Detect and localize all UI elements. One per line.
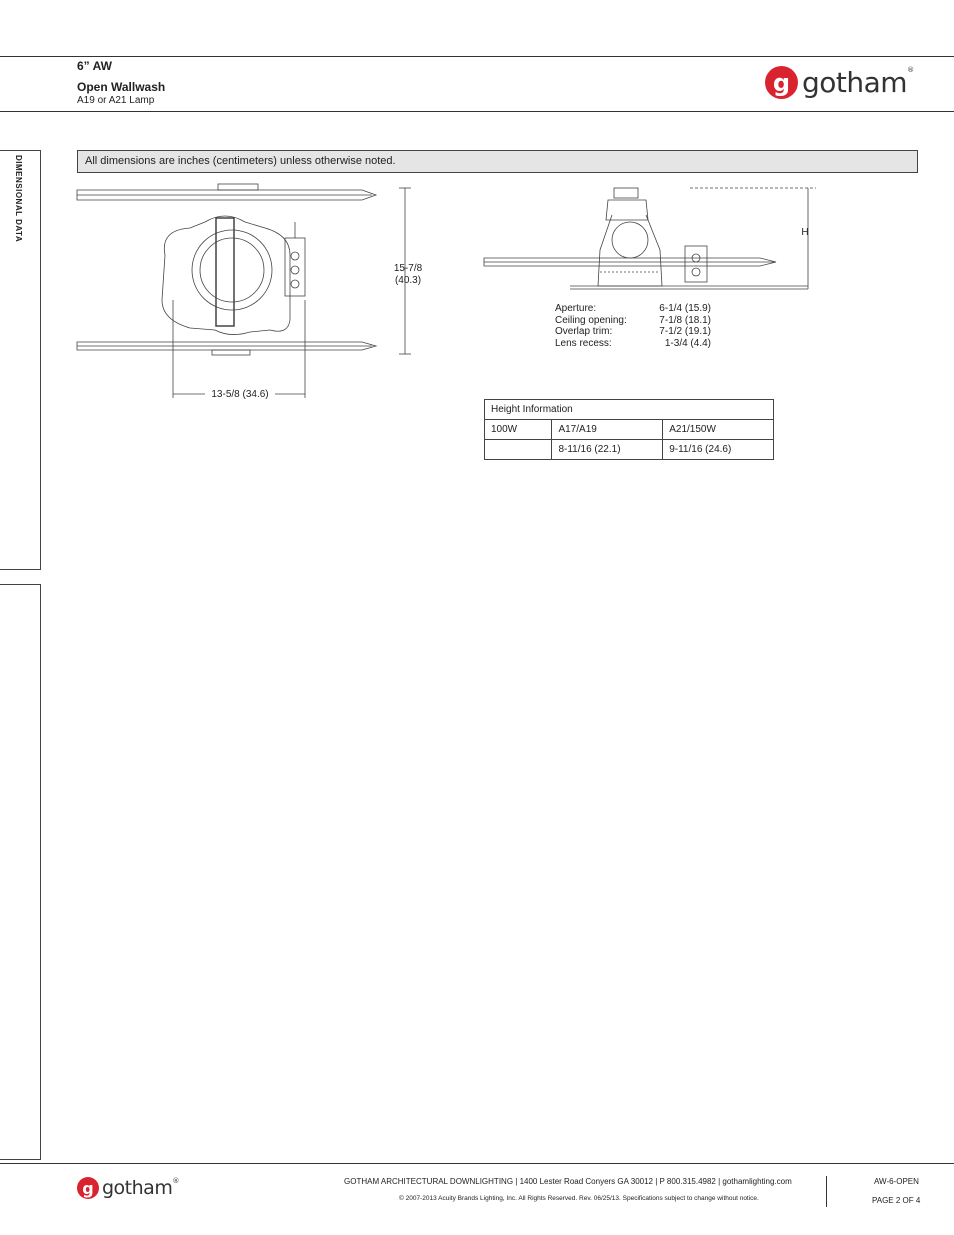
- plan-view-drawing: [77, 184, 411, 398]
- company-info: GOTHAM ARCHITECTURAL DOWNLIGHTING | 1400 Lester Road Conyers GA 30012 | P 800.315.4982 | gothamlighting.com: [344, 1177, 792, 1186]
- plan-width-dimension: 13-5/8 (34.6): [211, 389, 269, 400]
- spec-row: Aperture: 6-1/4 (15.9): [555, 303, 711, 314]
- product-title: 6” AW: [77, 59, 112, 73]
- product-name: Open Wallwash: [77, 80, 166, 94]
- page-number: PAGE 2 OF 4: [872, 1196, 921, 1205]
- brand-name: gotham®: [102, 1177, 179, 1199]
- table-cell: 100W: [485, 420, 552, 440]
- table-cell: 9-11/16 (24.6): [663, 440, 774, 460]
- gotham-logo-footer: [77, 1177, 179, 1199]
- sidebar-section-label: DIMENSIONAL DATA: [14, 155, 23, 243]
- section-specs: [555, 303, 711, 349]
- copyright-notice: © 2007-2013 Acuity Brands Lighting, Inc. All Rights Reserved. Rev. 06/25/13. Specifications subject to change without notice.: [399, 1195, 759, 1202]
- table-cell: A21/150W: [663, 420, 774, 440]
- dimensions-note: All dimensions are inches (centimeters) unless otherwise noted.: [77, 150, 918, 173]
- plan-height-dimension: 15-7/8 (40.3): [393, 263, 423, 286]
- product-subtitle: A19 or A21 Lamp: [77, 95, 155, 106]
- footer-divider: [826, 1176, 827, 1207]
- gotham-g-icon: g: [765, 66, 798, 99]
- spec-row: Lens recess: 1-3/4 (4.4): [555, 337, 711, 349]
- table-row: [485, 440, 774, 460]
- table-row: [485, 420, 774, 440]
- table-caption: Height Information: [485, 400, 774, 420]
- table-cell: A17/A19: [552, 420, 663, 440]
- spec-row: Overlap trim: 7-1/2 (19.1): [555, 326, 711, 337]
- brand-name: gotham®: [802, 66, 914, 99]
- table-cell: 8-11/16 (22.1): [552, 440, 663, 460]
- spec-row: Ceiling opening: 7-1/8 (18.1): [555, 314, 711, 326]
- section-view-drawing: [484, 188, 816, 289]
- height-information-table: [484, 399, 774, 460]
- table-cell: [485, 440, 552, 460]
- section-height-label: H: [801, 227, 809, 238]
- document-code: AW-6-OPEN: [874, 1177, 919, 1186]
- gotham-g-icon: g: [77, 1177, 99, 1199]
